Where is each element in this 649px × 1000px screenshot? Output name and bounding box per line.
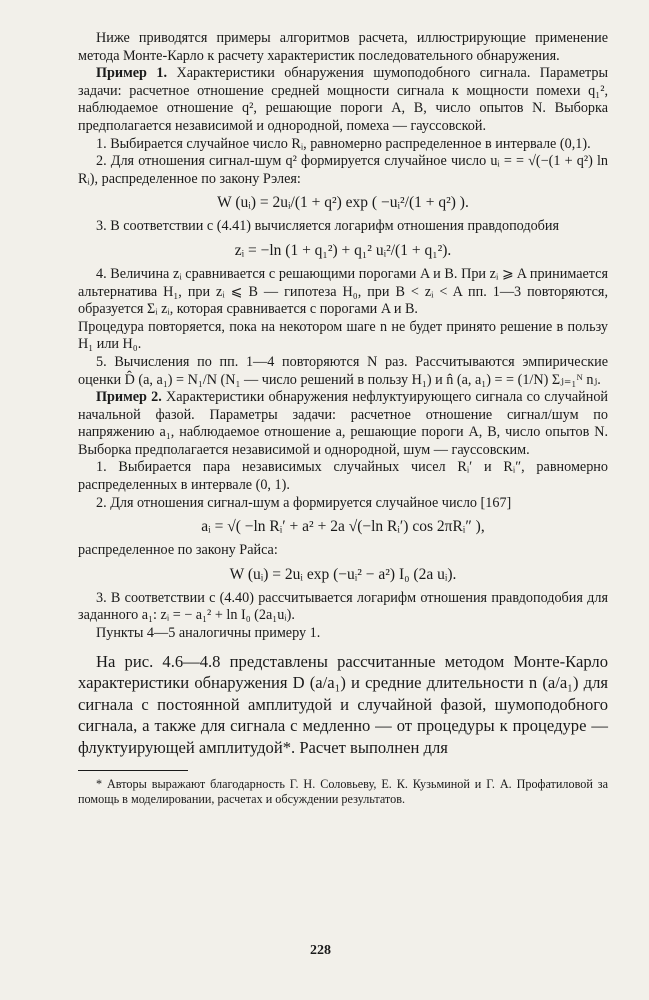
- footnote: * Авторы выражают благодарность Г. Н. Соловьеву, Е. К. Кузьминой и Г. А. Профатиловой за помощь в моделировании, расчетах и обсуждении результатов.: [78, 777, 608, 807]
- rayleigh-formula: W (uᵢ) = 2uᵢ/(1 + q²) exp ( −uᵢ²/(1 + q²) ).: [217, 194, 469, 212]
- example2-step2-continued: распределенное по закону Райса:: [78, 542, 278, 559]
- example2-step3: 3. В соответствии с (4.40) рассчитывается логарифм отношения правдоподобия для заданного a₁: zᵢ = − a₁² + ln I₀ (2a₁uᵢ).: [78, 589, 608, 624]
- example1-step5: 5. Вычисления по пп. 1—4 повторяются N раз. Рассчитываются эмпирические оценки D̂ (a, a₁) = N₁/N (N₁ — число решений в пользу H₁) и n̂ (a, a₁) = = (1/N) Σⱼ₌₁ᴺ nⱼ.: [78, 353, 608, 388]
- example2-step1: 1. Выбирается пара независимых случайных чисел Rᵢ′ и Rᵢ″, равномерно распределенных в интервале (0, 1).: [78, 459, 608, 494]
- main-paragraph: На рис. 4.6—4.8 представлены рассчитанные методом Монте-Карло характеристики обнаружения D (a/a₁) и средние длительности n (a/a₁) для сигнала с постоянной амплитудой и случайной фазой, шумоподобного сигнала, а также для сигнала с медленно — от процедуры к процедуре — флуктуирующей амплитудой*. Расчет выполнен для: [78, 651, 608, 757]
- intro-paragraph: Ниже приводятся примеры алгоритмов расчета, иллюстрирующие применение метода Монте-Карло к расчету характеристик последовательного обнаружения.: [78, 30, 608, 64]
- example1-step3: 3. В соответствии с (4.41) вычисляется логарифм отношения правдоподобия: [96, 218, 560, 235]
- page-number: 228: [310, 943, 331, 958]
- llr-formula-1: zᵢ = −ln (1 + q₁²) + q₁² uᵢ²/(1 + q₁²).: [234, 241, 452, 259]
- example2-step2: 2. Для отношения сигнал-шум a формируется случайное число [167]: [96, 494, 512, 511]
- example1-step1: 1. Выбирается случайное число Rᵢ, равномерно распределенное в интервале (0,1).: [96, 135, 591, 152]
- footnote-divider: [78, 770, 188, 771]
- rice-random-formula: aᵢ = √( −ln Rᵢ′ + a² + 2a √(−ln Rᵢ′) cos 2πRᵢ″ ),: [201, 518, 485, 536]
- example1-step2: 2. Для отношения сигнал-шум q² формируется случайное число uᵢ = = √(−(1 + q²) ln Rᵢ), распределенное по закону Рэлея:: [78, 153, 608, 187]
- example2-description: Характеристики обнаружения нефлуктуирующего сигнала со случайной начальной фазой. Параметры задачи: расчетное отношение сигнал/шум по напряжению a₁, наблюдаемое отношение a, решающие пороги A, B, число опытов N. Выборка предполагается независимой и однородной, шум — гауссовским.: [78, 389, 609, 458]
- example1-step4: 4. Величина zᵢ сравнивается с решающими порогами A и B. При zᵢ ⩾ A принимается альтернатива H₁, при zᵢ ⩽ B — гипотеза H₀, при B < zᵢ < A пп. 1—3 повторяются, образуется Σᵢ zᵢ, которая сравнивается с порогами A и B.: [78, 265, 608, 318]
- rice-density-formula: W (uᵢ) = 2uᵢ exp (−uᵢ² − a²) I₀ (2a uᵢ).: [229, 565, 457, 583]
- example2-heading: [78, 389, 608, 459]
- page-body: [78, 30, 608, 807]
- example1-description: Характеристики обнаружения шумоподобного сигнала. Параметры задачи: расчетное отношение средней мощности сигнала к мощности помехи q₁², наблюдаемое отношение q², решающие пороги A, B, число опытов N. Выборка предполагается независимой и однородной, помеха — гауссовской.: [78, 65, 609, 134]
- example2-title: Пример 2.: [96, 389, 162, 406]
- example1-step4-continued: Процедура повторяется, пока на некотором шаге n не будет принято решение в пользу H₁ или H₀.: [78, 318, 608, 353]
- example1-heading: [78, 65, 608, 135]
- example2-steps-4-5: Пункты 4—5 аналогичны примеру 1.: [96, 625, 321, 642]
- example1-title: Пример 1.: [96, 65, 168, 82]
